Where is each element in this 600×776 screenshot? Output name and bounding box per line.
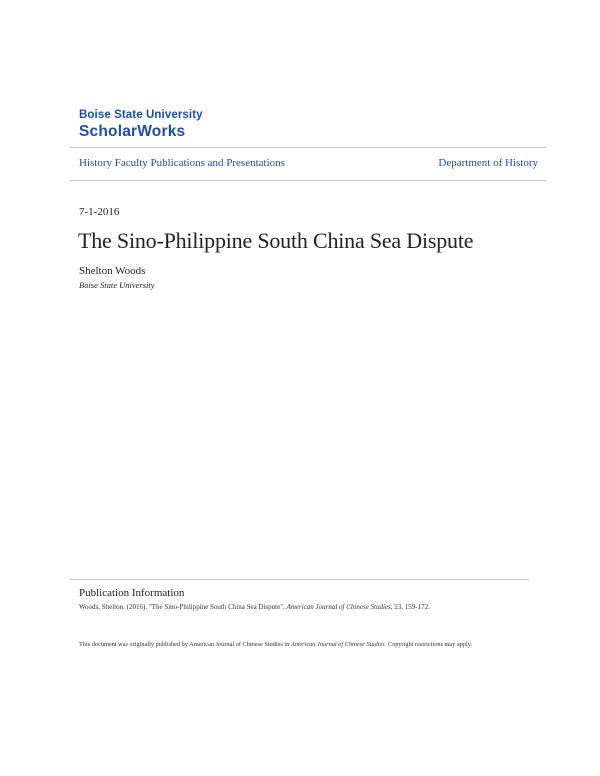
logo-university-name: Boise State University <box>79 109 203 121</box>
collection-link[interactable]: History Faculty Publications and Presentations <box>79 157 285 169</box>
author-affiliation: Boise State University <box>79 280 155 290</box>
publication-date: 7-1-2016 <box>79 206 120 218</box>
logo-scholarworks: ScholarWorks <box>79 122 186 140</box>
citation <box>79 603 430 611</box>
copyright-note <box>79 639 519 650</box>
header-top-rule <box>70 147 546 148</box>
header-bottom-rule <box>70 180 546 181</box>
scholarworks-logo[interactable] <box>79 110 203 139</box>
department-link[interactable]: Department of History <box>438 157 538 169</box>
article-title: The Sino-Philippine South China Sea Dispute <box>78 228 474 253</box>
copyright-note-journal: American Journal of Chinese Studies <box>290 641 385 648</box>
publication-info-heading: Publication Information <box>79 587 185 599</box>
citation-journal: American Journal of Chinese Studies <box>286 603 391 611</box>
copyright-note-text: This document was originally published by American Journal of Chinese Studies in <box>79 641 291 648</box>
author-name: Shelton Woods <box>79 265 146 277</box>
publication-info-rule <box>70 579 529 580</box>
citation-text: Woods, Shelton. (2016). "The Sino-Philippine South China Sea Dispute". <box>79 603 287 611</box>
copyright-note-restrictions: . Copyright restrictions may apply. <box>384 641 473 648</box>
citation-volume-pages: , 23, 159-172. <box>390 603 430 611</box>
